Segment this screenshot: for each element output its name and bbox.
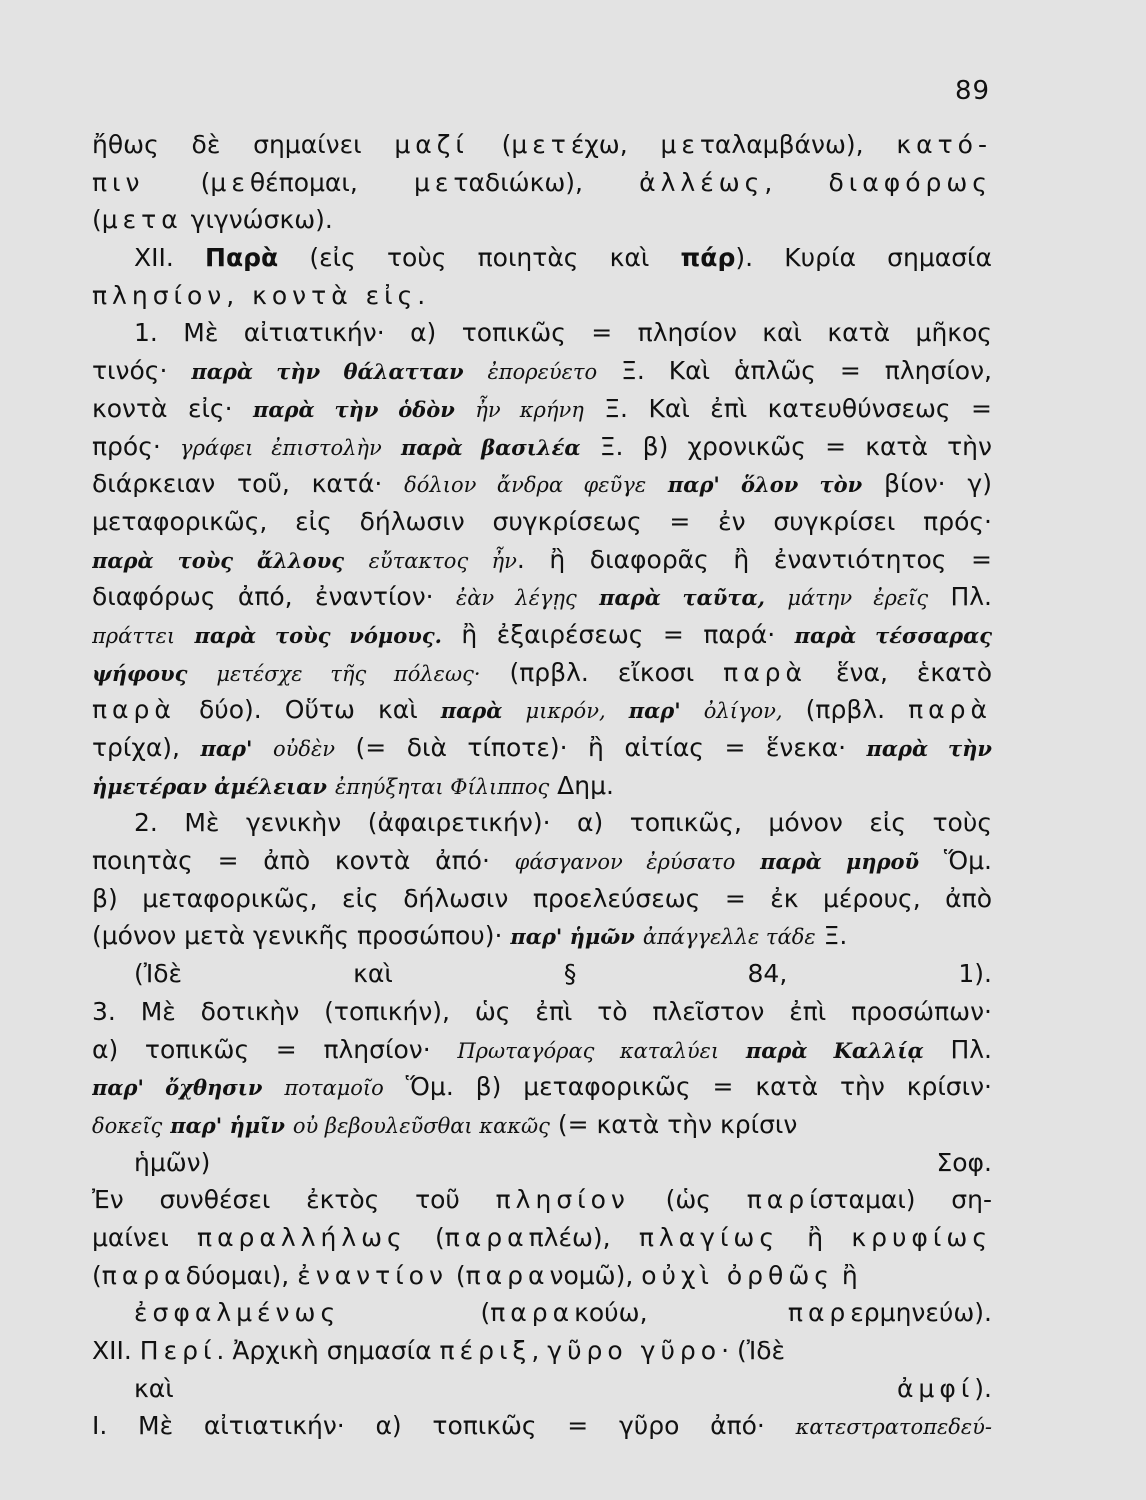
text-segment: ἐναντίον [297, 1260, 448, 1290]
text-segment: παρα [490, 1298, 575, 1328]
text-segment: Ξ. Καὶ ἐπὶ κατευθύνσεως = [583, 393, 992, 423]
text-segment: δύομαι), [185, 1260, 298, 1290]
text-segment: ( [447, 1260, 466, 1290]
text-segment: παρὰ τοὺς ἄλλους [92, 547, 344, 573]
text-segment: . ἢ διαφορᾶς ἢ ἐναντιότητος = [516, 544, 992, 574]
text-segment: (πρβλ. [782, 695, 909, 725]
text-segment: παρ' ὄχθησιν [92, 1075, 263, 1101]
text-segment: παρὰ βασιλέα [400, 434, 581, 460]
text-segment [252, 733, 273, 762]
text-segment: παρὰ [92, 695, 176, 725]
text-segment: παρ' ἡμῖν [170, 1112, 285, 1138]
text-segment: α) τοπικῶς = πλησίον· [92, 1034, 458, 1064]
text-segment: μεταφορικῶς, εἰς δήλωσιν συγκρίσεως = ἐν συγκρίσει πρός· [92, 506, 992, 536]
text-segment: ἕνα, ἑκατὸ [807, 657, 992, 687]
text-segment: Ξ. β) χρονικῶς = κατὰ τὴν [580, 431, 992, 461]
text-line [92, 164, 992, 202]
text-segment: ἐπηύξηται Φίλιππος [334, 774, 550, 799]
text-segment: βίον· γ) [862, 469, 992, 499]
text-segment: (εἰς τοὺς ποιητὰς καὶ [278, 243, 681, 273]
text-segment: XII. [134, 243, 206, 273]
text-segment: διαφόρως [828, 167, 992, 197]
text-segment: μικρόν, [525, 699, 606, 724]
text-segment: (πρβλ. εἴκοσι [480, 657, 724, 687]
text-segment: ταδιώκω), [453, 167, 640, 197]
text-segment: (= κατὰ τὴν κρίσιν [549, 1109, 798, 1139]
text-segment [262, 1072, 284, 1101]
text-segment: παρὰ τέσσαρας [794, 622, 992, 648]
text-segment: ἡμῶν) Σοφ. [134, 1147, 992, 1177]
text-segment [735, 846, 760, 875]
text-segment: δόλιον ἄνδρα φεῦγε [404, 473, 647, 498]
text-segment [464, 356, 488, 385]
text-segment: κούω, [574, 1298, 788, 1328]
text-segment: Ὅμ. [919, 846, 992, 876]
text-segment: . Ἀρχικὴ σημασία [216, 1336, 440, 1365]
text-segment: μάτην ἐρεῖς [787, 586, 929, 611]
text-line [92, 352, 992, 390]
text-segment: φάσγανον ἐρύσατο [514, 850, 736, 875]
text-line [92, 917, 992, 955]
text-line [92, 503, 992, 541]
text-segment: Ξ. Καὶ ἁπλῶς = πλησίον, [597, 356, 992, 386]
text-segment: παρὰ μηροῦ [760, 849, 920, 875]
text-segment: πέριξ [439, 1336, 532, 1365]
text-segment: , [531, 1336, 548, 1365]
text-segment: παρὰ τὴν ὁδὸν [253, 396, 455, 422]
text-segment: · (Ἰδὲ [721, 1336, 786, 1365]
text-line [92, 428, 992, 466]
text-segment: ἦν κρήνη [475, 397, 584, 422]
text-segment: ψήφους [92, 660, 188, 686]
text-segment: οὐ βεβουλεῦσθαι κακῶς [292, 1113, 550, 1138]
text-segment: καὶ [134, 1373, 897, 1403]
text-segment [606, 695, 629, 724]
text-segment: παρα [101, 1260, 186, 1290]
text-line [92, 1068, 992, 1106]
text-segment: παρὰ [908, 695, 992, 725]
text-segment: ίσταμαι) ση- [809, 1185, 992, 1215]
text-line [92, 842, 992, 880]
text-segment: ( [406, 1222, 445, 1252]
text-segment: παρ [746, 1185, 810, 1215]
text-segment: ἀμφί [896, 1373, 975, 1403]
text-segment: κατό- [896, 130, 992, 159]
text-segment [681, 695, 704, 724]
text-segment: παρὰ τὴν [866, 736, 992, 761]
text-segment: 1. Μὲ αἰτιατικήν· α) τοπικῶς = πλησίον καὶ κατὰ μῆκος [134, 318, 992, 348]
text-line [92, 465, 992, 503]
text-segment: ἢ [779, 1222, 852, 1252]
text-line [92, 314, 992, 352]
text-segment: ἡμετέραν ἀμέλειαν [92, 773, 327, 799]
text-segment: ἀλλέως [639, 167, 765, 197]
text-segment: ἐπορεύετο [487, 360, 598, 385]
text-segment: (ὡς [629, 1185, 747, 1215]
text-line [92, 729, 992, 767]
text-segment: δύο). Οὕτω καὶ [175, 695, 441, 725]
text-segment: εὔτακτος ἦν [368, 548, 517, 573]
text-segment: μαζί [394, 130, 469, 159]
text-line [92, 541, 992, 579]
text-segment: με [660, 130, 700, 159]
text-segment: ). [974, 1373, 992, 1403]
text-segment: τινός· [92, 356, 192, 386]
text-line [92, 1370, 992, 1408]
text-segment: ( [92, 1260, 102, 1290]
text-segment: παρὰ τὴν θάλατταν [191, 359, 464, 385]
text-segment: Ἐν συνθέσει ἐκτὸς τοῦ [92, 1185, 496, 1215]
text-segment: ἐὰν λέγῃς [455, 586, 577, 611]
text-segment: τρίχα), [92, 733, 201, 762]
text-segment [765, 582, 787, 611]
text-segment: β) μεταφορικῶς, εἰς δήλωσιν προελεύσεως = ἐκ μέρους, ἀπὸ [92, 883, 992, 913]
text-line [92, 1144, 992, 1182]
text-segment: πράττει [92, 623, 176, 648]
text-line [92, 201, 992, 239]
text-segment: ποιητὰς = ἀπὸ κοντὰ ἀπό· [92, 846, 515, 876]
text-segment: πλαγίως [638, 1222, 780, 1252]
text-segment: ( [144, 167, 211, 197]
text-segment: δοκεῖς [92, 1113, 163, 1138]
text-segment: ἢ ἐξαιρέσεως = παρά· [441, 619, 795, 649]
text-segment: μαίνει [92, 1222, 198, 1252]
text-segment: , [764, 167, 829, 197]
text-segment: μετα [101, 205, 183, 235]
text-segment [285, 1110, 293, 1139]
text-segment [175, 620, 194, 649]
text-line [92, 1407, 992, 1445]
text-segment: ( [92, 205, 102, 235]
text-segment [187, 658, 216, 687]
text-line [92, 767, 992, 805]
text-segment: παρ' ὅλον τὸν [667, 472, 863, 498]
text-line [92, 390, 992, 428]
text-segment [455, 394, 475, 423]
text-segment: παρ' [628, 698, 681, 724]
text-line [92, 1106, 992, 1144]
text-segment: θέπομαι, [249, 167, 414, 197]
text-segment: παραλλήλως [197, 1222, 407, 1252]
text-segment: ὀλίγον, [703, 699, 783, 724]
text-segment: παρ' ἡμῶν [510, 924, 635, 950]
text-segment: με [413, 167, 454, 197]
text-segment: οὐχὶ ὀρθῶς [641, 1260, 834, 1290]
text-segment: Παρὰ [205, 243, 279, 273]
text-segment: ( [468, 130, 512, 159]
text-segment [327, 771, 335, 800]
text-segment: πλησίον [495, 1185, 630, 1215]
body-text [92, 126, 992, 1445]
text-segment: (Ἰδὲ καὶ § 84, 1). [134, 959, 992, 989]
text-line [92, 880, 992, 918]
text-segment [502, 695, 525, 724]
text-segment: (= διὰ τίποτε)· ἢ αἰτίας = ἕνεκα· [335, 733, 867, 762]
text-line [92, 955, 992, 993]
text-segment: ( [340, 1298, 491, 1328]
text-segment: παρὰ τοὺς νόμους. [194, 622, 442, 648]
text-line [92, 239, 992, 277]
text-segment: κατεστρατοπεδεύ- [795, 1415, 992, 1440]
text-segment: πάρ [680, 243, 736, 273]
text-segment: παρὰ ταῦτα, [599, 585, 765, 611]
text-segment: ταλαμβάνω), [699, 130, 897, 159]
text-segment: διαφόρως ἀπό, ἐναντίον· [92, 582, 456, 612]
text-segment: ερμηνεύω). [850, 1298, 992, 1328]
text-segment: μετ [511, 130, 571, 159]
text-segment: παρα [444, 1222, 529, 1252]
text-line [92, 1219, 992, 1257]
text-segment [719, 1035, 746, 1064]
text-line [92, 804, 992, 842]
text-line [92, 1181, 992, 1219]
text-line [92, 1031, 992, 1069]
text-segment: γιγνώσκω). [182, 205, 333, 235]
text-segment: 2. Μὲ γενικὴν (ἀφαιρετικήν)· α) τοπικῶς, μόνον εἰς τοὺς [134, 808, 992, 838]
text-line [92, 691, 992, 729]
text-segment: παρὰ [723, 657, 808, 687]
text-segment: έχω, [570, 130, 661, 159]
text-segment [344, 545, 369, 574]
text-segment: ποταμοῖο [284, 1076, 384, 1101]
text-segment: I. Μὲ αἰτιατικήν· α) τοπικῶς = γῦρο ἀπό· [92, 1411, 796, 1441]
text-segment: παρα [465, 1260, 550, 1290]
text-segment: γράφει ἐπιστολὴν [180, 435, 382, 460]
text-segment: πλέω), [528, 1222, 639, 1252]
text-segment: μετέσχε τῆς πόλεως· [216, 661, 481, 686]
text-segment: Πρωταγόρας καταλύει [457, 1038, 720, 1063]
text-line [92, 1257, 992, 1295]
text-segment: Ὅμ. β) μεταφορικῶς = κατὰ τὴν κρίσιν· [383, 1072, 992, 1102]
text-segment: νομῶ), [549, 1260, 642, 1290]
text-segment: XII. [92, 1336, 140, 1365]
text-segment: Δημ. [549, 770, 614, 800]
text-segment: Πλ. [923, 1034, 992, 1064]
text-line [92, 616, 992, 654]
text-segment: Ξ. [815, 921, 848, 951]
text-segment: με [210, 167, 250, 197]
text-line [92, 654, 992, 692]
text-segment: οὐδὲν [272, 737, 336, 761]
text-segment: ἤθως δὲ σημαίνει [92, 130, 395, 159]
text-segment: διάρκειαν τοῦ, κατά· [92, 469, 405, 499]
text-segment: πρός· [92, 431, 181, 461]
text-segment: (μόνον μετὰ γενικῆς προσώπου)· [92, 921, 511, 951]
text-segment: γῦρο γῦρο [547, 1336, 722, 1365]
text-segment: ἢ [833, 1260, 858, 1290]
text-line [92, 993, 992, 1031]
text-segment: κοντὰ εἰς· [92, 393, 253, 423]
text-segment: ἀπάγγελλε τάδε [642, 925, 816, 950]
text-segment: παρὰ Καλλίᾳ [745, 1037, 924, 1063]
text-segment: 3. Μὲ δοτικὴν (τοπικήν), ὡς ἐπὶ τὸ πλεῖστον ἐπὶ προσώπων· [92, 996, 992, 1026]
text-segment: παρ' [200, 736, 253, 761]
text-segment: Περί [139, 1336, 217, 1365]
page-number: 89 [955, 76, 991, 106]
text-segment [382, 432, 401, 461]
text-segment: . [417, 280, 426, 310]
text-line [92, 1332, 992, 1370]
text-segment: πλησίον, κοντὰ εἰς [92, 280, 418, 310]
text-segment: παρὰ [440, 698, 503, 724]
text-line [92, 1294, 992, 1332]
text-line [92, 578, 992, 616]
text-segment [635, 921, 643, 950]
text-segment: ἐσφαλμένως [134, 1298, 341, 1328]
text-segment: ). Κυρία σημασία [735, 243, 992, 273]
text-segment: πιν [92, 167, 145, 197]
text-segment [646, 469, 668, 498]
text-segment: Πλ. [928, 582, 992, 612]
text-segment [577, 582, 599, 611]
text-segment: κρυφίως [851, 1222, 992, 1252]
text-line [92, 126, 992, 164]
text-segment: παρ [787, 1298, 851, 1328]
text-line [92, 277, 992, 315]
